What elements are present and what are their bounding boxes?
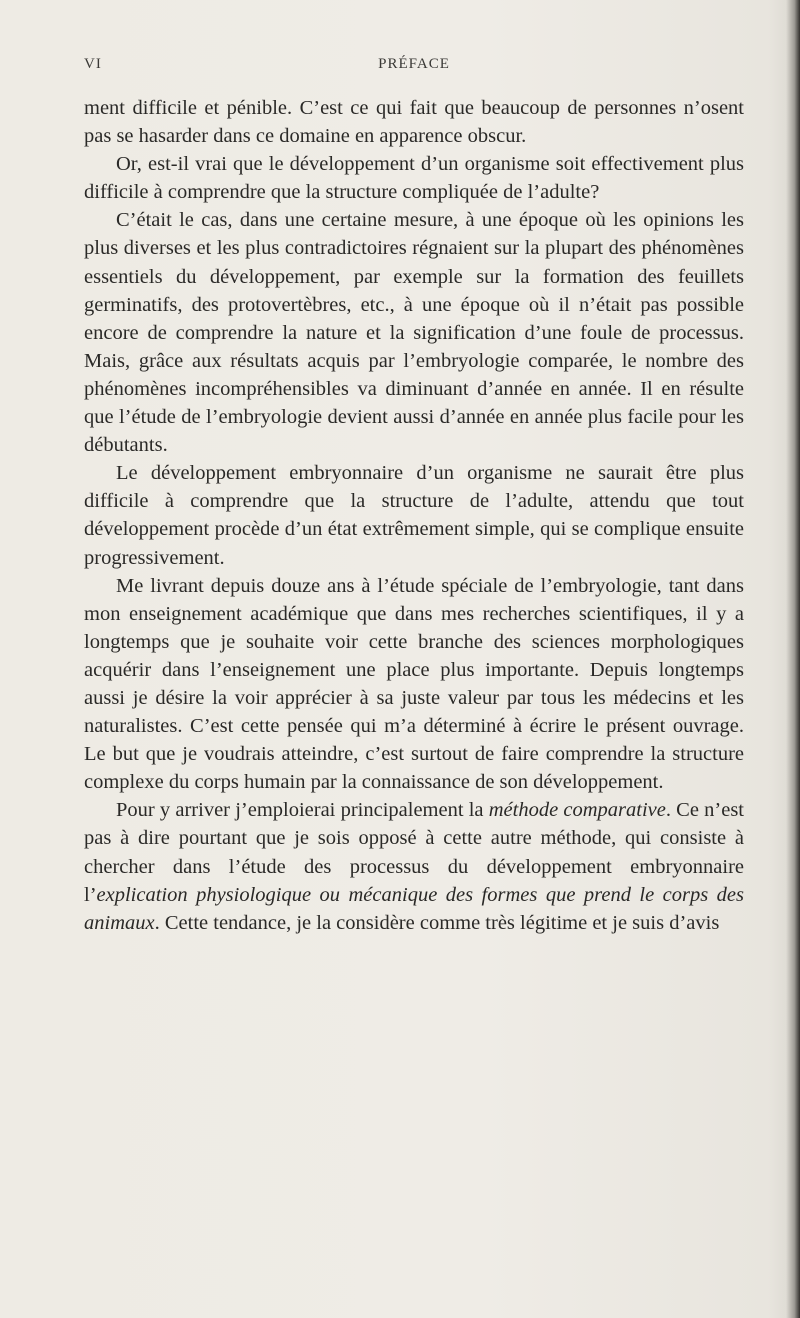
paragraph-6-text-2: . Ce n’est pas à dire pourtant que je sois opposé à cette autre méthode, qui consiste à chercher dans l’étude des processus du développement embryonnaire l’ xyxy=(84,799,745,906)
paragraph-4: Le développement embryonnaire d’un organisme ne saurait être plus difficile à comprendre que la structure de l’adulte, attendu que tout développement procède d’un état extrêmement simple, qui se complique ensuite progressivement. xyxy=(84,462,744,569)
running-head xyxy=(84,56,744,80)
paragraph-5: Me livrant depuis douze ans à l’étude spéciale de l’embryologie, tant dans mon enseignement académique que dans mes recherches scientifiques, il y a longtemps que je souhaite voir cette branche des sciences morphologiques acquérir dans l’enseignement une place plus importante. Depuis longtemps aussi je désire la voir apprécier à sa juste valeur par tous les médecins et les naturalistes. C’est cette pensée qui m’a déterminé à écrire le présent ouvrage. Le but que je voudrais atteindre, c’est surtout de faire comprendre la structure complexe du corps humain par la connaissance de son développement. xyxy=(84,574,744,794)
paragraph-2: Or, est-il vrai que le développement d’un organisme soit effectivement plus difficile à comprendre que la structure compliquée de l’adulte? xyxy=(84,153,744,204)
paragraph-6-text-3: . Cette tendance, je la considère comme très légitime et je suis d’avis xyxy=(154,911,720,934)
paragraph-6-text-1: Pour y arriver j’emploierai principalement la xyxy=(116,799,489,822)
paragraph-6 xyxy=(84,796,744,936)
page-gutter-shadow xyxy=(786,0,800,1318)
paragraph-6-italic-1: méthode comparative xyxy=(488,799,666,822)
body-text xyxy=(84,94,744,937)
paragraph-6-italic-2: explication physiologique ou mécanique des formes que prend le corps des animaux xyxy=(84,883,744,934)
paragraph-1: ment difficile et pénible. C’est ce qui fait que beaucoup de personnes n’osent pas se hasarder dans ce domaine en apparence obscur. xyxy=(84,97,744,148)
paragraph-3: C’était le cas, dans une certaine mesure, à une époque où les opinions les plus diverses et les plus contradictoires régnaient sur la plupart des phénomènes essentiels du développement, par exemple sur la formation des feuillets germinatifs, des protovertèbres, etc., à une époque où il n’était pas possible encore de comprendre la nature et la signification d’une foule de processus. Mais, grâce aux résultats acquis par l’embryologie comparée, le nombre des phénomènes incompréhensibles va diminuant d’année en année. Il en résulte que l’étude de l’embryologie devient aussi d’année en année plus facile pour les débutants. xyxy=(84,209,744,457)
page-number: VI xyxy=(84,56,102,72)
running-title: PRÉFACE xyxy=(378,56,450,72)
